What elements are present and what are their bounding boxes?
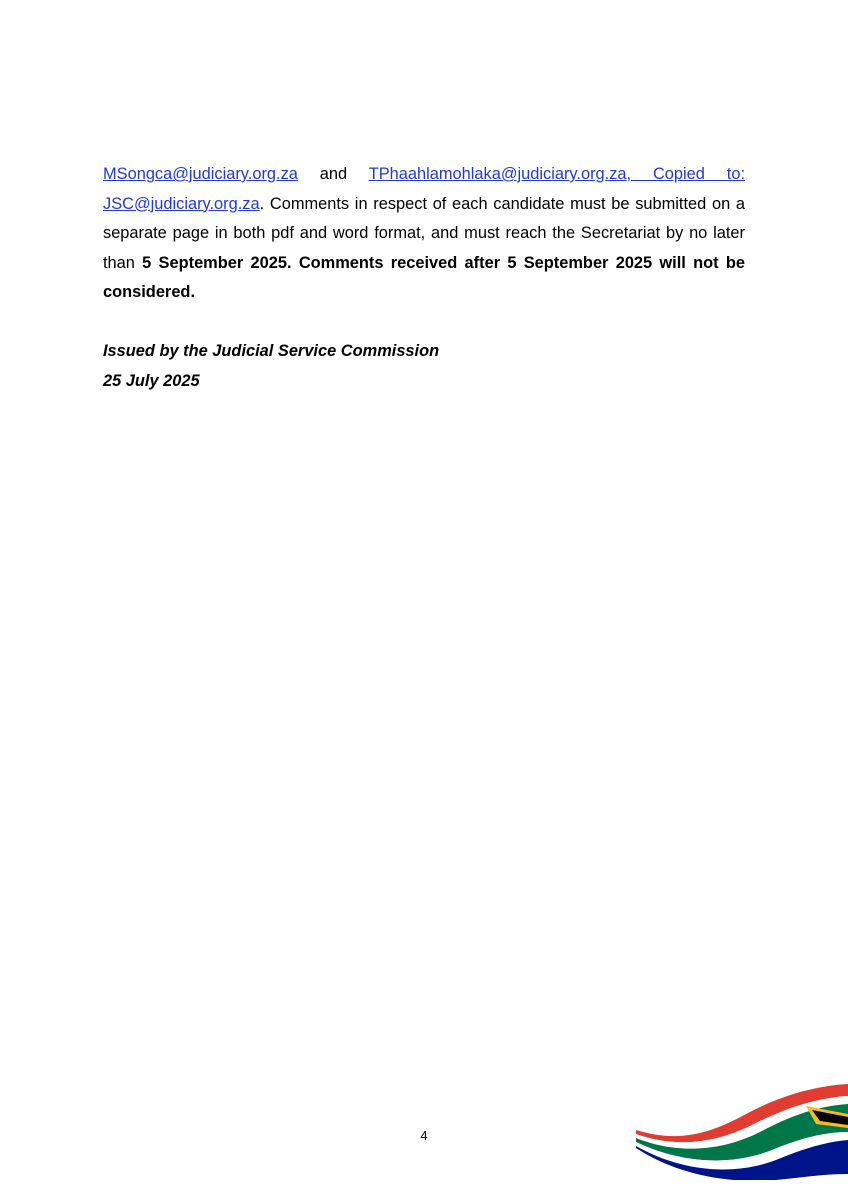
page-number: 4 — [420, 1128, 428, 1143]
issued-date: 25 July 2025 — [103, 371, 200, 390]
comments-text: . Comments in respect of each candidate must be submitted on a separate page in both pdf and word format, and must reach the Secretariat by no later than — [103, 194, 745, 272]
email-link-tphaahlamohlaka[interactable]: TPhaahlamohlaka@judiciary.org.za, Copied to: — [368, 165, 745, 183]
late-comments-warning: Comments received after 5 September 2025 will not be considered. — [103, 253, 745, 301]
comments-paragraph — [103, 160, 745, 308]
deadline-date: 5 September 2025. — [142, 253, 292, 272]
spacer-2 — [292, 254, 299, 272]
email-link-jsc[interactable]: JSC@judiciary.org.za — [103, 194, 260, 213]
and-text: and — [297, 165, 369, 183]
sa-flag-ribbon-logo — [636, 1084, 848, 1180]
email-link-msongca[interactable]: MSongca@judiciary.org.za — [103, 165, 298, 183]
issued-by: Issued by the Judicial Service Commission — [103, 342, 440, 360]
issued-block — [103, 337, 439, 396]
